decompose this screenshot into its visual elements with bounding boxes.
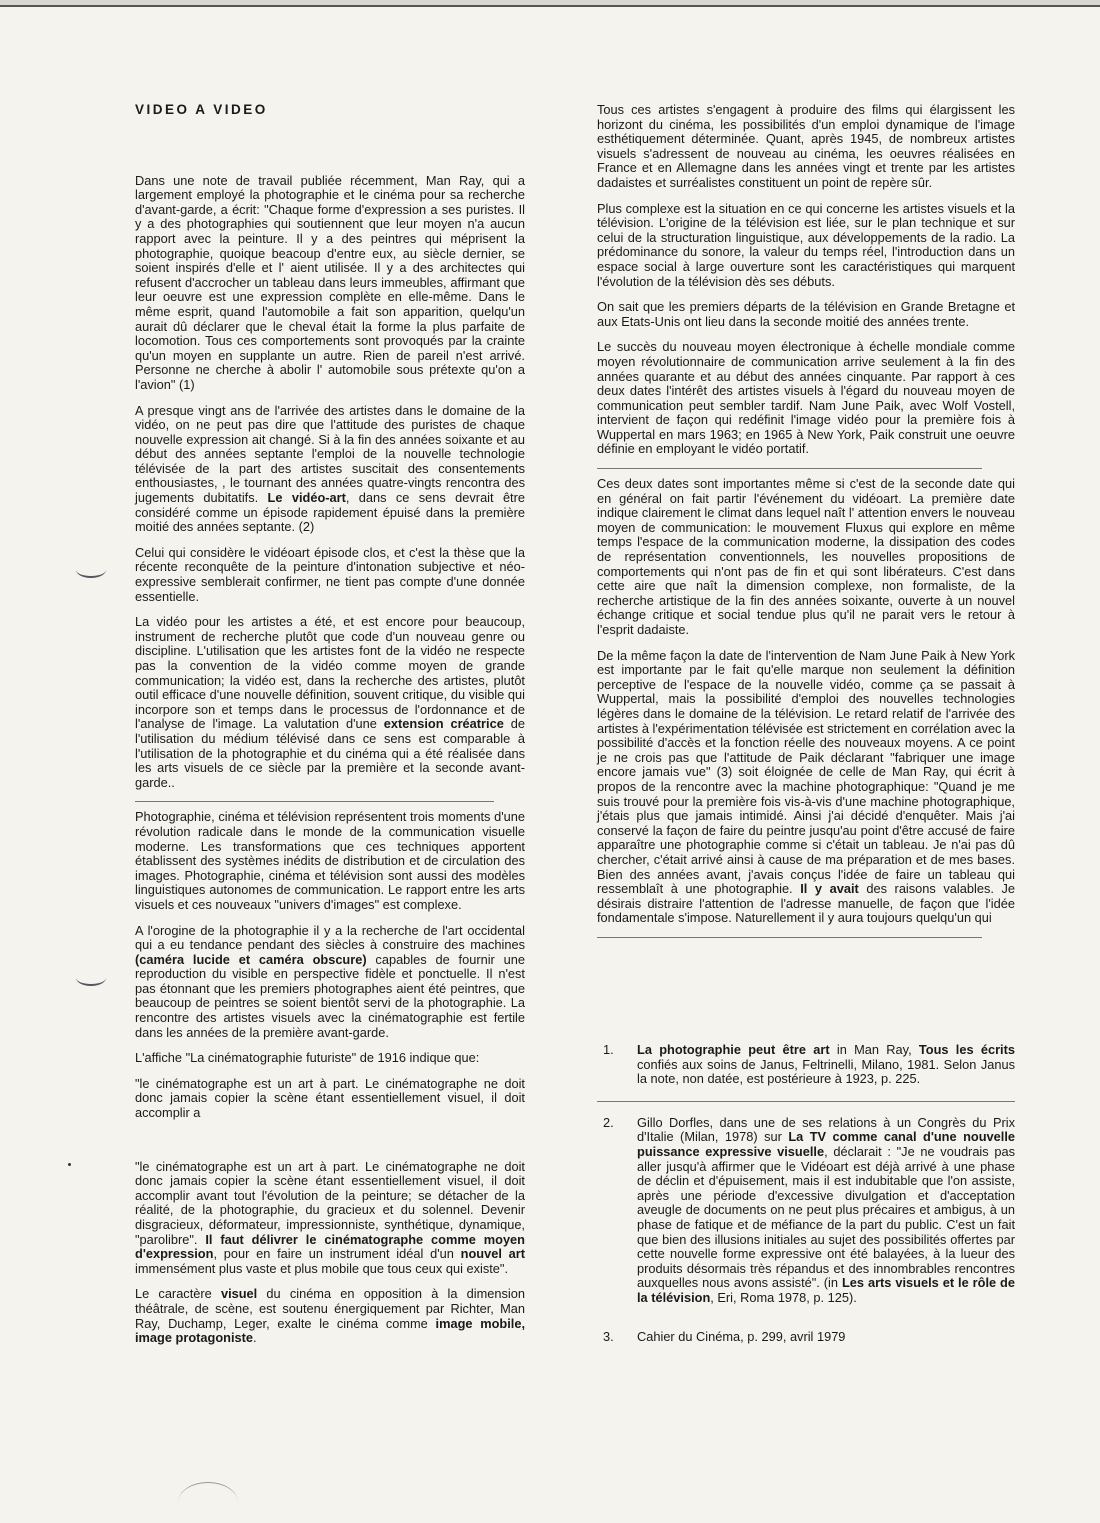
blank-gap bbox=[135, 1132, 525, 1160]
footnote-text: Cahier du Cinéma, p. 299, avril 1979 bbox=[637, 1328, 846, 1344]
paragraph: De la même façon la date de l'intervention de Nam June Paik à New York est importante par le fait qu'elle marque non seulement la définition perceptive de l'espace de la nouvelle vidéo, comme ça se passait à Wuppertal, mais la possibilité d'emploi des nouvelles technologies légères dans le domaine de la télévision. Le retard relatif de l'arrivée des artistes à l'expérimentation télévisée est strictement en corrélation avec la possibilité d'accès et la fonction réelle des nouveaux moyens. A ce point je ne crois pas que l'attitude de Paik déclarant "fabriquer une image encore jamais vue" (3) soit éloignée de celle de Man Ray, qui écrit à propos de la rencontre avec la machine photographique: "Quand je me suis trouvé pour la première fois vis-à-vis d'une machine photographique, j'étais plus que jamais intimidé. Ainsi j'ai décidé d'enquêter. Mais j'ai conservé la façon de faire du peintre jusqu'au point d'être accusé de faire apparaître une photographie comme si c'était un tableau. Je n'ai pas dû chercher, c'était arrivé ainsi à cause de ma préparation et de mes bases. Bien des années avant, j'avais conçus l'idée de faire un tableau qui ressemblaît à une photographie. Il y avait des raisons valables. Je désirais distraire l'attention de l'adresse manuelle, de façon que l'idée fondamentale s'impose. Naturellement il y aura toujours quelqu'un qui bbox=[597, 647, 1015, 926]
footnote-2 bbox=[597, 1116, 1015, 1306]
page-top-edge bbox=[0, 5, 1100, 7]
binder-hole-mark bbox=[76, 562, 106, 578]
blank-gap bbox=[597, 1320, 1015, 1330]
footnote-3 bbox=[597, 1330, 1015, 1345]
paragraph: On sait que les premiers départs de la télévision en Grande Bretagne et aux Etats-Unis ont lieu dans la seconde moitié des années trente. bbox=[597, 299, 1015, 329]
footnote-number: 2. bbox=[603, 1114, 614, 1130]
article-title: VIDEO A VIDEO bbox=[135, 102, 268, 117]
paragraph: Le succès du nouveau moyen électronique à échelle mondiale comme moyen révolutionnaire de communication arrive seulement à la fin des années quarante et au début des années cinquante. Par rapport à ces deux dates l'intérêt des artistes visuels à l'égard du nouveau moyen de communication peut sembler tardif. Nam June Paik, avec Wolf Vostell, intervient de façon qui redéfinit l'image vidéo pour la première fois à Wuppertal en mars 1963; en 1965 à New York, Paik construit une oeuvre définie en employant le vidéo portatif. bbox=[597, 339, 1015, 457]
paragraph: Photographie, cinéma et télévision représentent trois moments d'une révolution radicale dans le monde de la communication visuelle moderne. Les transformations que ces techniques apportent établissent des systèmes inédits de distribution et de circulation des images. Photographie, cinéma et télévision sont aussi des modèles linguistiques autonomes de communication. Le rapport entre les arts visuels et ces nouveaux "univers d'images" est complexe. bbox=[135, 809, 525, 912]
ink-speck bbox=[68, 1163, 71, 1166]
footnote-number: 1. bbox=[603, 1042, 614, 1057]
paragraph: Le caractère visuel du cinéma en opposition à la dimension théâtrale, de scène, est soutenu énergiquement par Richter, Man Ray, Duchamp, Leger, exalte le cinéma comme image mobile, image protagoniste. bbox=[135, 1286, 525, 1346]
quote-paragraph: "le cinématographe est un art à part. Le cinématographe ne doit donc jamais copier la scène étant essentiellement visuel, il doit accomplir avant tout l'évolution de la peinture; se détacher de la réalité, de la photographie, du gracieux et du solennel. Devenir disgracieux, déformateur, impressionniste, synthétique, dynamique, "parolibre". Il faut délivrer le cinématographe comme moyen d'expression, pour en faire un instrument idéal d'un nouvel art immensément plus vaste et plus mobile que tous ceux qui existe". bbox=[135, 1158, 526, 1276]
paragraph: Dans une note de travail publiée récemment, Man Ray, qui a largement employé la photographie et le cinéma pour sa recherche d'avant-garde, a écrit: "Chaque forme d'expression a ses puristes. Il y a des photographies qui soutiennent que leur moyen n'a aucun rapport avec la peinture. Il y a des peintres qui méprisent la photographie, quoique beacoup d'entre eux, au siècle dernier, se soient inspirés d'elle et l' aient utilisée. Il y a des architectes qui refusent d'accrocher un tableau dans leurs immeubles, affirmant que leur oeuvre est une expression complète en elle-même. Dans le même esprit, quand l'automobile a fait son apparition, quelqu'un aurait dû déclarer que le cheval était la forme la plus parfaite de locomotion. Tous ces comportements sont provoqués par la crainte qu'un moyen en supplante un autre. Rien de pareil n'est arrivé. Personne ne cherche à abolir l' automobile sous prétexte qu'on a l'avion" (1) bbox=[135, 172, 525, 392]
paragraph: L'affiche "La cinématographie futuriste" de 1916 indique que: bbox=[135, 1050, 480, 1066]
page-bottom-mark bbox=[178, 1482, 238, 1523]
left-column bbox=[135, 103, 525, 1357]
paragraph: A l'orogine de la photographie il y a la recherche de l'art occidental qui a eu tendance pendant des siècles à construire des machines (caméra lucide et caméra obscure) capables de fournir une reproduction du visible en perspective fidèle et ponctuelle. Il n'est pas étonnant que les premiers photographes aient été peintres, que beaucoup de peintres se soient bientôt servi de la photographie. La rencontre des artistes visuels avec la cinématographie est fertile dans les années de la première avant-garde. bbox=[135, 922, 525, 1040]
paragraph: Plus complexe est la situation en ce qui concerne les artistes visuels et la télévision. L'origine de la télévision est liée, sur le plan technique et sur celui de la structuration linguistique, aux développements de la radio. La prédominance du sonore, la valeur du temps réel, l'introduction dans un espace social à large ouverture sont les caractéristiques qui marquent l'évolution de la télévision dès ses débuts. bbox=[597, 200, 1015, 289]
paragraph: Celui qui considère le vidéoart épisode clos, et c'est la thèse que la récente reconquête de la peinture d'intonation subjective et néo-expressive semblerait confirmer, ne tient pas compte d'une donnée essentielle. bbox=[135, 544, 525, 604]
footnote-number: 3. bbox=[603, 1328, 614, 1344]
footnote-divider bbox=[597, 1101, 1015, 1102]
section-divider bbox=[597, 468, 982, 469]
section-divider bbox=[597, 937, 982, 938]
paragraph: Ces deux dates sont importantes même si c'est de la seconde date qui en général on fait partir l'événement du vidéoart. La première date indique clairement le climat dans lequel naît l' attention envers le nouveau moyen de communication: le mouvement Fluxus qui explore en même temps l'espace de la communication moderne, la dissipation des codes de représentation conventionnels, les nouvelles propositions de comportements qui n'ont pas de fin et qui sont libérateurs. C'est dans cette aire que naît la dimension complexe, non formaliste, de la recherche artistique de la fin des années soixante, ouverte à un nouvel échange critique et social tendue plus qu'il ne parait vers le retour à l'esprit dadaiste. bbox=[597, 476, 1015, 637]
paragraph: Tous ces artistes s'engagent à produire des films qui élargissent les horizont du cinéma, les possibilités d'un emploi dynamique de l'image esthétiquement déterminée. Quant, après 1945, de nombreux artistes visuels s'adressent de nouveau au cinéma, les oeuvres réalisées en France et en Allemagne dans les années vingt et trente par les artistes dadaistes et surréalistes constituent un point de repère sûr. bbox=[597, 102, 1015, 190]
right-column bbox=[597, 103, 1015, 946]
binder-hole-mark bbox=[76, 970, 106, 986]
footnote-text: Gillo Dorfles, dans une de ses relations à un Congrès du Prix d'Italie (Milan, 1978) sur La TV comme canal d'une nouvelle puissance expressive visuelle, déclarait : "Je ne voudrais pas aller jusqu'à affirmer que le Vidéoart est déjà arrivé à une phase de déclin et d'épuisement, mais il est indubitable que l'on assiste, après une période d'excessive divulgation et d'acceptation aveugle de documents on ne peut plus précaires et ambigus, à un phase de fatique et de méfiance de la part du public. C'est un fait que bien des illusions initiales au sujet des possibilités offertes par cette nouvelle forme expressive ont été balayées, à la lueur des produits désormais très répandus et des innombrables rencontres auxquelles nous avons assisté". (in Les arts visuels et le rôle de la télévision, Eri, Roma 1978, p. 125). bbox=[637, 1114, 1015, 1305]
footnote-text: La photographie peut être art in Man Ray, Tous les écrits confiés aux soins de Janus, Feltrinelli, Milano, 1981. Selon Janus la note, non datée, est postérieure à 1923, p. 225. bbox=[637, 1042, 1015, 1087]
quote-fragment: "le cinématographe est un art à part. Le cinématographe ne doit donc jamais copier la scène étant essentiellement visuel, il doit accomplir a bbox=[135, 1075, 525, 1121]
paragraph: A presque vingt ans de l'arrivée des artistes dans le domaine de la vidéo, on ne peut pas dire que l'attitude des puristes de chaque nouvelle expression ait changé. Si à la fin des années soixante et au début des années septante l'emploi de la nouvelle technologie télévisée de la part des artistes suscitait des consentements enthousiastes, , le tournant des années quatre-vingts rencontra des jugements dubitatifs. Le vidéo-art, dans ce sens devrait être considéré comme un épisode rapidement épuisé dans la première moitié des années septante. (2) bbox=[135, 402, 525, 535]
footnotes bbox=[597, 1043, 1015, 1358]
paragraph: La vidéo pour les artistes a été, et est encore pour beaucoup, instrument de recherche plutôt que code d'un nouveau genre ou discipline. L'utilisation que les artistes font de la vidéo ne respecte pas la convention de la vidéo comme moyen de grande communication; la vidéo est, dans la recherche des artistes, plutôt outil efficace d'une nouvelle définition, souvent critique, du visible qui incorpore son et temps dans le processus de l'ordonnance et de l'analyse de l'image. La valutation d'une extension créatrice de l'utilisation du médium télévisé dans ce sens est comparable à l'utilisation de la photographie et du cinéma qui a été réalisée dans les arts visuels de ce siècle par la première et la seconde avant-garde.. bbox=[135, 614, 525, 790]
section-divider bbox=[135, 801, 494, 802]
footnote-1 bbox=[597, 1043, 1015, 1087]
